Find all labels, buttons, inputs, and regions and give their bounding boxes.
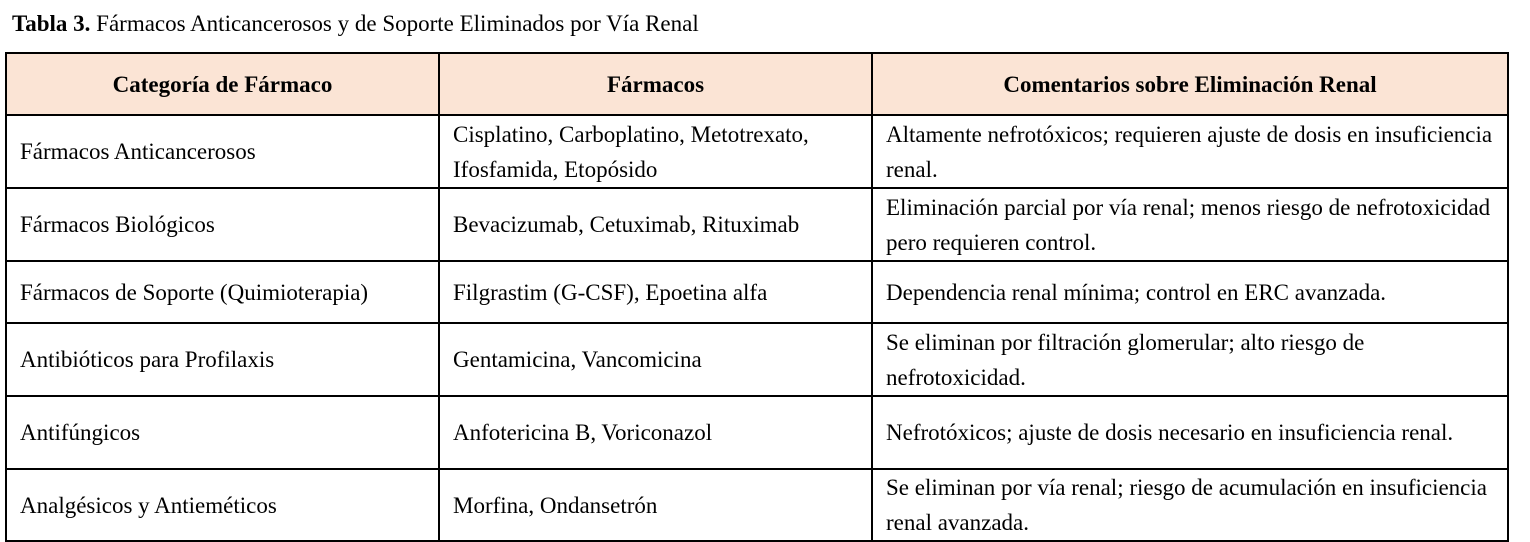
cell-comment: Eliminación parcial por vía renal; menos riesgo de nefrotoxicidad pero requieren control. [872, 188, 1508, 261]
table-row [6, 188, 1508, 261]
cell-category: Analgésicos y Antieméticos [6, 469, 439, 541]
table-row [6, 261, 1508, 323]
table-caption-text: Fármacos Anticancerosos y de Soporte Eliminados por Vía Renal [90, 11, 699, 36]
header-drugs: Fármacos [439, 53, 872, 115]
cell-drugs: Morfina, Ondansetrón [439, 469, 872, 541]
table-row [6, 323, 1508, 396]
cell-drugs: Anfotericina B, Voriconazol [439, 396, 872, 469]
header-comments: Comentarios sobre Eliminación Renal [872, 53, 1508, 115]
cell-comment: Dependencia renal mínima; control en ERC avanzada. [872, 261, 1508, 323]
cell-category: Fármacos Biológicos [6, 188, 439, 261]
cell-comment: Se eliminan por filtración glomerular; alto riesgo de nefrotoxicidad. [872, 323, 1508, 396]
cell-comment: Se eliminan por vía renal; riesgo de acumulación en insuficiencia renal avanzada. [872, 469, 1508, 541]
table-row [6, 115, 1508, 188]
cell-drugs: Bevacizumab, Cetuximab, Rituximab [439, 188, 872, 261]
table-caption [12, 9, 699, 39]
cell-category: Antifúngicos [6, 396, 439, 469]
table-caption-label: Tabla 3. [12, 11, 91, 36]
cell-category: Fármacos de Soporte (Quimioterapia) [6, 261, 439, 323]
cell-comment: Altamente nefrotóxicos; requieren ajuste de dosis en insuficiencia renal. [872, 115, 1508, 188]
cell-category: Antibióticos para Profilaxis [6, 323, 439, 396]
cell-drugs: Cisplatino, Carboplatino, Metotrexato, Ifosfamida, Etopósido [439, 115, 872, 188]
table-header-row [6, 53, 1508, 115]
header-category: Categoría de Fármaco [6, 53, 439, 115]
table-row [6, 396, 1508, 469]
cell-category: Fármacos Anticancerosos [6, 115, 439, 188]
table-row [6, 469, 1508, 541]
cell-comment: Nefrotóxicos; ajuste de dosis necesario en insuficiencia renal. [872, 396, 1508, 469]
renal-drugs-table [5, 52, 1509, 542]
cell-drugs: Gentamicina, Vancomicina [439, 323, 872, 396]
cell-drugs: Filgrastim (G-CSF), Epoetina alfa [439, 261, 872, 323]
